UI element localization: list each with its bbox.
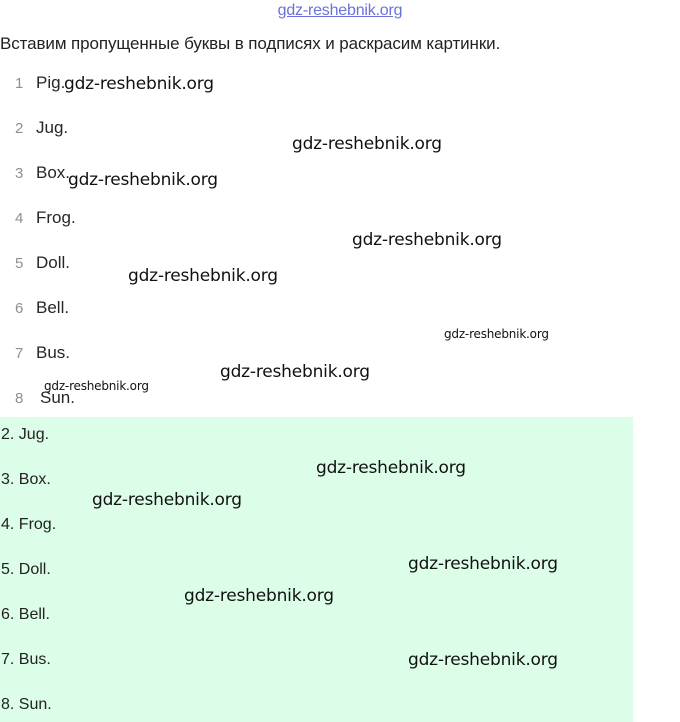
watermark: gdz-reshebnik.org (316, 458, 466, 478)
watermark: gdz-reshebnik.org (68, 170, 218, 190)
answer-item: 8. Sun. (1, 696, 52, 713)
watermark: gdz-reshebnik.org (352, 230, 502, 250)
watermark: gdz-reshebnik.org (408, 650, 558, 670)
task-number: 5 (15, 255, 24, 272)
task-number: 8 (15, 390, 24, 407)
task-number: 7 (15, 345, 24, 362)
answer-item: 5. Doll. (1, 561, 51, 578)
watermark: gdz-reshebnik.org (92, 490, 242, 510)
site-header-link[interactable]: gdz-reshebnik.org (277, 2, 403, 19)
watermark: gdz-reshebnik.org (184, 586, 334, 606)
watermark: gdz-reshebnik.org (292, 134, 442, 154)
task-word: Sun. (40, 388, 75, 407)
task-word: Jug. (36, 118, 69, 137)
watermark: gdz-reshebnik.org (444, 327, 549, 341)
answer-item: 7. Bus. (1, 651, 51, 668)
watermark: gdz-reshebnik.org (128, 266, 278, 286)
task-word: Box. (36, 163, 71, 182)
task-word: Frog. (36, 208, 76, 227)
watermark: gdz-reshebnik.org (408, 554, 558, 574)
watermark: gdz-reshebnik.org (64, 74, 214, 94)
watermark: gdz-reshebnik.org (220, 362, 370, 382)
answer-item: 2. Jug. (1, 426, 50, 443)
answer-item: 6. Bell. (1, 606, 50, 623)
task-word: Bell. (36, 298, 70, 317)
answer-item: 4. Frog. (1, 516, 57, 533)
task-word: Doll. (36, 253, 71, 272)
task-number: 2 (15, 120, 24, 137)
task-number: 3 (15, 165, 24, 182)
task-number: 6 (15, 300, 24, 317)
task-word: Pig. (36, 73, 66, 92)
task-word: Bus. (36, 343, 71, 362)
task-number: 1 (15, 75, 24, 92)
task-number: 4 (15, 210, 24, 227)
watermark: gdz-reshebnik.org (44, 379, 149, 393)
answer-item: 3. Box. (1, 471, 51, 488)
instruction-text: Вставим пропущенные буквы в подписях и раскрасим картинки. (0, 34, 501, 53)
